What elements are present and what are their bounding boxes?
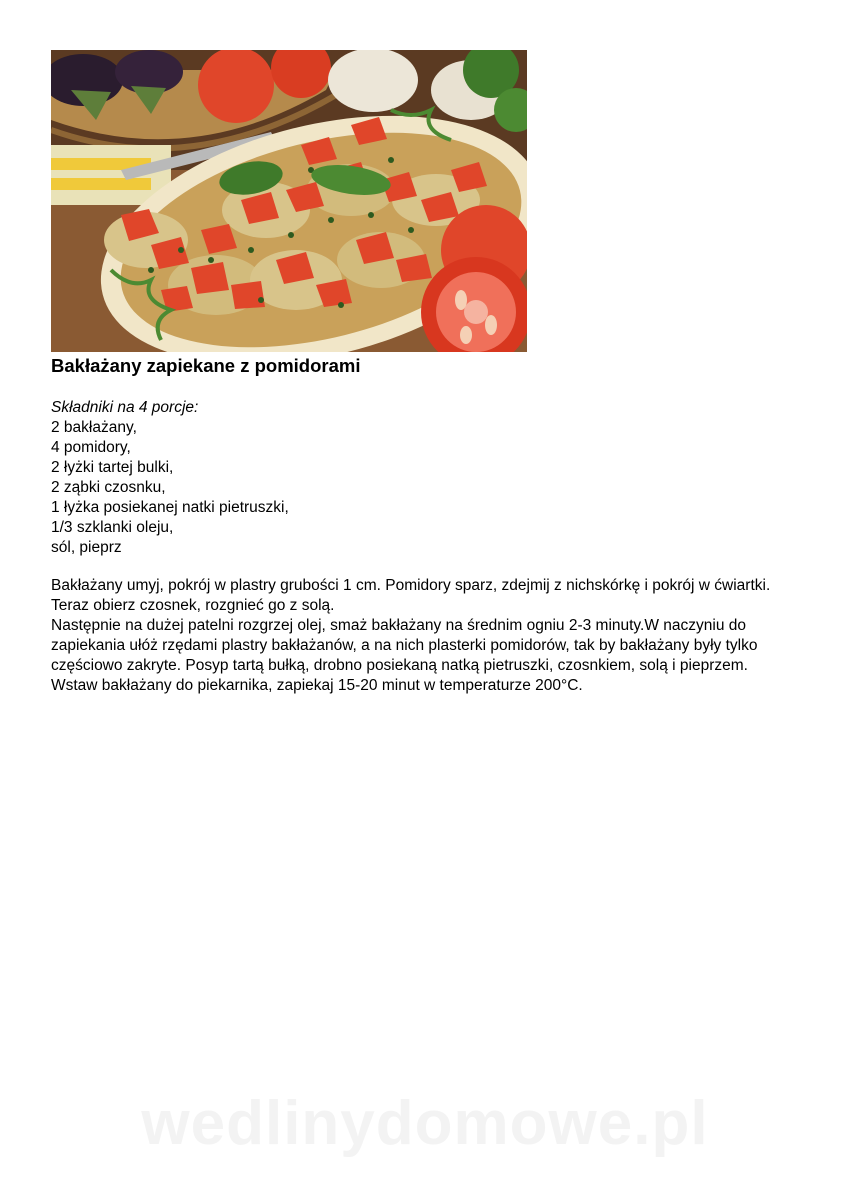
ingredients-list bbox=[51, 418, 289, 558]
instructions-section bbox=[51, 576, 801, 696]
ingredient-item: 2 łyżki tartej bulki, bbox=[51, 459, 174, 476]
ingredient-item: 4 pomidory, bbox=[51, 439, 131, 456]
ingredient-item: 2 ząbki czosnku, bbox=[51, 479, 166, 496]
dish-photo bbox=[51, 50, 527, 352]
ingredients-heading: Składniki na 4 porcje: bbox=[51, 399, 199, 416]
ingredient-item: 1/3 szklanki oleju, bbox=[51, 519, 174, 536]
ingredients-section bbox=[51, 398, 289, 558]
ingredient-item: sól, pieprz bbox=[51, 539, 122, 556]
instruction-paragraph: Wstaw bakłażany do piekarnika, zapiekaj 15-20 minut w temperaturze 200°C. bbox=[51, 677, 583, 694]
instruction-paragraph: Następnie na dużej patelni rozgrzej olej, smaż bakłażany na średnim ogniu 2-3 minuty.W naczyniu do zapiekania ułóż rzędami plastry bakłażanów, a na nich plasterki pomidorów, tak by bakłażany były tylko częściowo zakryte. Posyp tartą bułką, drobno posiekaną natką pietruszki, czosnkiem, solą i pieprzem. bbox=[51, 617, 758, 674]
ingredient-item: 2 bakłażany, bbox=[51, 419, 137, 436]
watermark: wedlinydomowe.pl bbox=[141, 1089, 709, 1158]
ingredient-item: 1 łyżka posiekanej natki pietruszki, bbox=[51, 499, 289, 516]
recipe-title: Bakłażany zapiekane z pomidorami bbox=[51, 355, 361, 376]
instruction-paragraph: Bakłażany umyj, pokrój w plastry grubości 1 cm. Pomidory sparz, zdejmij z nichskórkę i pokrój w ćwiartki. Teraz obierz czosnek, rozgnieć go z solą. bbox=[51, 577, 771, 614]
